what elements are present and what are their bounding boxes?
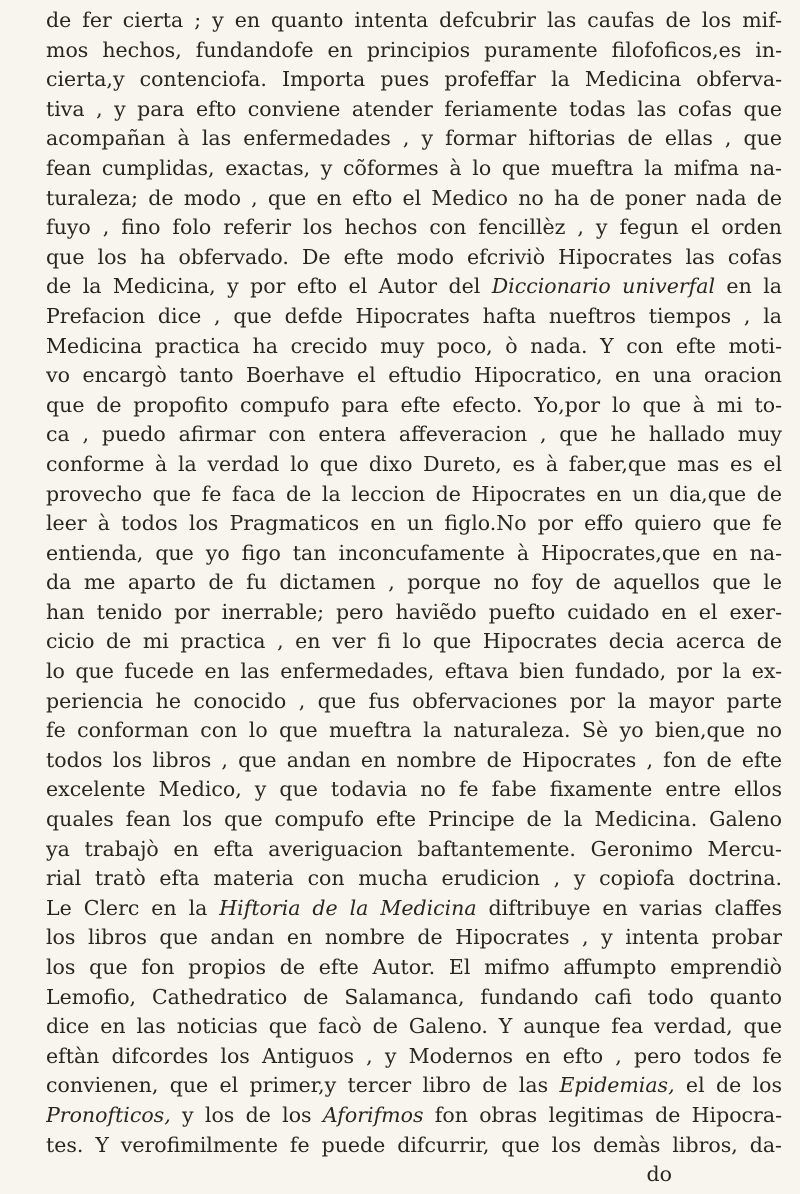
text-line (46, 983, 782, 1013)
text-line (46, 687, 782, 717)
text-segment: fean cumplidas, exactas, y cõformes à lo que mueftra la mifma na- (46, 155, 782, 180)
text-line (46, 864, 782, 894)
text-line (46, 1012, 782, 1042)
text-segment: eftàn difcordes los Antiguos , y Modernos en efto , pero todos fe (46, 1043, 782, 1068)
italic-title: Pronofticos, (46, 1102, 171, 1127)
text-line (46, 6, 782, 36)
text-segment: fon obras legitimas de Hipocra- (423, 1102, 782, 1127)
italic-title: Hiftoria de la Medicina (219, 895, 477, 920)
text-segment: ca , puedo afirmar con entera affeveracion , que he hallado muy (46, 422, 782, 447)
text-segment: conforme à la verdad lo que dixo Dureto, es à faber,que mas es el (46, 451, 782, 476)
text-line (46, 1071, 782, 1101)
text-line (46, 1101, 782, 1131)
text-segment: en la (715, 274, 782, 299)
text-line (46, 598, 782, 628)
text-segment: cicio de mi practica , en ver fi lo que Hipocrates decia acerca de (46, 629, 782, 654)
text-segment: entienda, que yo figo tan inconcufamente à Hipocrates,que en na- (46, 540, 782, 565)
text-segment: de la Medicina, y por efto el Autor del (46, 274, 492, 299)
text-line (46, 1042, 782, 1072)
text-line (46, 184, 782, 214)
text-segment: los que fon propios de efte Autor. El mifmo affumpto emprendiò (46, 955, 782, 979)
text-line (46, 154, 782, 184)
text-line (46, 775, 782, 805)
text-line (46, 480, 782, 510)
text-line (46, 627, 782, 657)
catchword: do (646, 1162, 672, 1187)
text-segment: provecho que fe faca de la leccion de Hipocrates en un dia,que de (46, 481, 782, 506)
body-text (46, 6, 782, 1190)
text-segment: cierta,y contenciofa. Importa pues profeffar la Medicina obferva- (46, 67, 782, 92)
text-segment: mos hechos, fundandofe en principios puramente filofoficos,es in- (46, 37, 782, 62)
text-line (46, 805, 782, 835)
text-segment: de fer cierta ; y en quanto intenta defcubrir las caufas de los mif- (46, 8, 782, 32)
text-segment: vo encargò tanto Boerhave el eftudio Hipocratico, en una oracion (46, 363, 782, 388)
text-segment: fuyo , fino folo referir los hechos con fencillèz , y fegun el orden (46, 215, 782, 240)
text-segment: periencia he conocido , que fus obfervaciones por la mayor parte (46, 688, 782, 713)
text-line (46, 332, 782, 362)
text-line (46, 835, 782, 865)
text-segment: Le Clerc en la (46, 895, 220, 920)
text-line (46, 894, 782, 924)
text-segment: todos los libros , que andan en nombre de Hipocrates , fon de efte (46, 747, 782, 772)
text-line (46, 509, 782, 539)
text-segment: el de los (674, 1073, 782, 1098)
text-line (46, 923, 782, 953)
text-line (46, 213, 782, 243)
text-segment: rial tratò efta materia con mucha erudicion , y copiofa doctrina. (46, 866, 782, 891)
text-line (46, 568, 782, 598)
text-line (46, 539, 782, 569)
text-segment: Lemofio, Cathedratico de Salamanca, fundando cafi todo quanto (46, 984, 782, 1009)
text-segment: que los ha obfervado. De efte modo efcriviò Hipocrates las cofas (46, 244, 782, 269)
text-line (46, 95, 782, 125)
text-line (46, 361, 782, 391)
text-line (46, 124, 782, 154)
text-segment: Medicina practica ha crecido muy poco, ò nada. Y con efte moti- (46, 333, 782, 358)
text-segment: Prefacion dice , que defde Hipocrates hafta nueftros tiempos , la (46, 303, 782, 328)
italic-title: Epidemias, (559, 1073, 675, 1098)
text-line (46, 302, 782, 332)
italic-title: Aforifmos (322, 1102, 424, 1127)
text-segment: los libros que andan en nombre de Hipocrates , y intenta probar (46, 925, 782, 950)
text-line (46, 716, 782, 746)
text-line (46, 65, 782, 95)
text-line (46, 450, 782, 480)
text-segment: excelente Medico, y que todavia no fe fabe fixamente entre ellos (46, 777, 782, 802)
text-line (46, 1131, 782, 1161)
text-segment: y los de los (170, 1102, 323, 1127)
text-segment: quales fean los que compufo efte Principe de la Medicina. Galeno (46, 807, 782, 832)
text-segment: lo que fucede en las enfermedades, eftava bien fundado, por la ex- (46, 659, 782, 684)
text-segment: leer à todos los Pragmaticos en un figlo.No por effo quiero que fe (46, 511, 782, 536)
text-line (46, 657, 782, 687)
text-line (46, 953, 782, 983)
text-segment: han tenido por inerrable; pero haviẽdo puefto cuidado en el exer- (46, 599, 782, 624)
text-segment: tiva , y para efto conviene atender feriamente todas las cofas que (46, 96, 782, 121)
text-line (46, 272, 782, 302)
text-line (46, 243, 782, 273)
text-line (46, 391, 782, 421)
text-segment: fe conforman con lo que mueftra la naturaleza. Sè yo bien,que no (46, 718, 782, 743)
text-line (46, 36, 782, 66)
text-line (46, 420, 782, 450)
text-segment: ya trabajò en efta averiguacion baftantemente. Geronimo Mercu- (46, 836, 782, 861)
text-segment: dice en las noticias que facò de Galeno. Y aunque fea verdad, que (46, 1014, 782, 1039)
text-segment: que de propofito compufo para efte efecto. Yo,por lo que à mi to- (46, 392, 782, 417)
text-segment: turaleza; de modo , que en efto el Medico no ha de poner nada de (46, 185, 782, 210)
text-segment: diftribuye en varias claffes (476, 895, 782, 920)
text-segment: acompañan à las enfermedades , y formar hiftorias de ellas , que (46, 126, 782, 151)
italic-title: Diccionario univerfal (491, 274, 715, 299)
text-segment: da me aparto de fu dictamen , porque no foy de aquellos que le (46, 570, 782, 595)
text-segment: convienen, que el primer,y tercer libro de las (46, 1073, 560, 1098)
text-segment: tes. Y verofimilmente fe puede difcurrir, que los demàs libros, da- (46, 1132, 782, 1157)
text-line (46, 746, 782, 776)
